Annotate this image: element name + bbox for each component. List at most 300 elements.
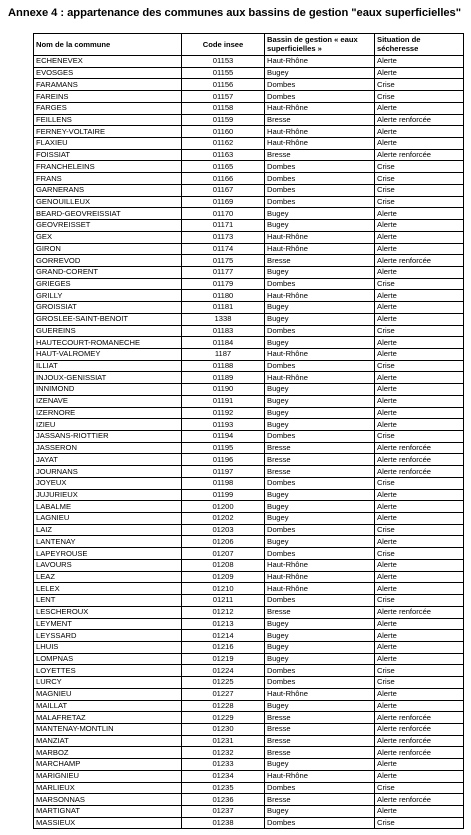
bassin-cell: Dombes (265, 595, 375, 607)
situation-cell: Alerte (375, 313, 464, 325)
table-row (34, 208, 464, 220)
table-row (34, 466, 464, 478)
bassin-cell: Dombes (265, 817, 375, 829)
bassin-cell: Haut-Rhône (265, 688, 375, 700)
situation-cell: Crise (375, 360, 464, 372)
code-insee-cell: 01209 (182, 571, 265, 583)
code-insee-cell: 01213 (182, 618, 265, 630)
communes-table (33, 33, 464, 829)
situation-cell: Alerte renforcée (375, 735, 464, 747)
table-row (34, 571, 464, 583)
situation-cell: Alerte (375, 513, 464, 525)
commune-name-cell: GEX (34, 231, 182, 243)
table-row (34, 548, 464, 560)
code-insee-cell: 01236 (182, 794, 265, 806)
bassin-cell: Bresse (265, 794, 375, 806)
table-row (34, 501, 464, 513)
code-insee-cell: 01198 (182, 477, 265, 489)
situation-cell: Crise (375, 173, 464, 185)
bassin-cell: Dombes (265, 196, 375, 208)
situation-cell: Alerte (375, 384, 464, 396)
commune-name-cell: LABALME (34, 501, 182, 513)
commune-name-cell: GENOUILLEUX (34, 196, 182, 208)
table-row (34, 665, 464, 677)
table-row (34, 419, 464, 431)
code-insee-cell: 01216 (182, 641, 265, 653)
commune-name-cell: LELEX (34, 583, 182, 595)
table-row (34, 348, 464, 360)
table-row (34, 794, 464, 806)
bassin-cell: Haut-Rhône (265, 102, 375, 114)
situation-cell: Alerte (375, 641, 464, 653)
table-row (34, 723, 464, 735)
commune-name-cell: IZENAVE (34, 395, 182, 407)
bassin-cell: Bugey (265, 641, 375, 653)
situation-cell: Alerte renforcée (375, 454, 464, 466)
situation-cell: Alerte (375, 138, 464, 150)
situation-cell: Alerte (375, 583, 464, 595)
table-row (34, 431, 464, 443)
code-insee-cell: 01230 (182, 723, 265, 735)
table-row (34, 372, 464, 384)
bassin-cell: Dombes (265, 477, 375, 489)
commune-name-cell: JASSANS-RIOTTIER (34, 431, 182, 443)
bassin-cell: Dombes (265, 360, 375, 372)
code-insee-cell: 01179 (182, 278, 265, 290)
situation-cell: Alerte (375, 630, 464, 642)
situation-cell: Alerte (375, 571, 464, 583)
situation-cell: Alerte renforcée (375, 466, 464, 478)
code-insee-cell: 01189 (182, 372, 265, 384)
table-row (34, 173, 464, 185)
commune-name-cell: GRIEGES (34, 278, 182, 290)
commune-name-cell: FEILLENS (34, 114, 182, 126)
code-insee-cell: 01173 (182, 231, 265, 243)
commune-name-cell: EVOSGES (34, 67, 182, 79)
header-code-insee: Code insee (182, 34, 265, 56)
situation-cell: Alerte renforcée (375, 442, 464, 454)
commune-name-cell: MAILLAT (34, 700, 182, 712)
table-row (34, 278, 464, 290)
situation-cell: Alerte (375, 243, 464, 255)
code-insee-cell: 01159 (182, 114, 265, 126)
situation-cell: Crise (375, 184, 464, 196)
commune-name-cell: GEOVREISSET (34, 220, 182, 232)
code-insee-cell: 01203 (182, 524, 265, 536)
commune-name-cell: MARLIEUX (34, 782, 182, 794)
table-row (34, 384, 464, 396)
commune-name-cell: ILLIAT (34, 360, 182, 372)
table-row (34, 337, 464, 349)
code-insee-cell: 01190 (182, 384, 265, 396)
code-insee-cell: 01224 (182, 665, 265, 677)
table-row (34, 806, 464, 818)
bassin-cell: Haut-Rhône (265, 770, 375, 782)
table-row (34, 559, 464, 571)
bassin-cell: Haut-Rhône (265, 372, 375, 384)
code-insee-cell: 01195 (182, 442, 265, 454)
code-insee-cell: 01177 (182, 266, 265, 278)
code-insee-cell: 01235 (182, 782, 265, 794)
code-insee-cell: 01170 (182, 208, 265, 220)
code-insee-cell: 01232 (182, 747, 265, 759)
bassin-cell: Bugey (265, 337, 375, 349)
code-insee-cell: 1187 (182, 348, 265, 360)
commune-name-cell: JASSERON (34, 442, 182, 454)
bassin-cell: Bugey (265, 700, 375, 712)
code-insee-cell: 01158 (182, 102, 265, 114)
table-row (34, 79, 464, 91)
table-row (34, 126, 464, 138)
code-insee-cell: 01237 (182, 806, 265, 818)
code-insee-cell: 01194 (182, 431, 265, 443)
bassin-cell: Dombes (265, 91, 375, 103)
code-insee-cell: 01181 (182, 302, 265, 314)
situation-cell: Crise (375, 595, 464, 607)
bassin-cell: Haut-Rhône (265, 138, 375, 150)
commune-name-cell: LOYETTES (34, 665, 182, 677)
table-row (34, 770, 464, 782)
commune-name-cell: MALAFRETAZ (34, 712, 182, 724)
commune-name-cell: LESCHEROUX (34, 606, 182, 618)
bassin-cell: Bugey (265, 536, 375, 548)
situation-cell: Alerte renforcée (375, 255, 464, 267)
code-insee-cell: 01208 (182, 559, 265, 571)
commune-name-cell: FRANS (34, 173, 182, 185)
situation-cell: Crise (375, 196, 464, 208)
bassin-cell: Dombes (265, 278, 375, 290)
bassin-cell: Haut-Rhône (265, 243, 375, 255)
commune-name-cell: HAUT-VALROMEY (34, 348, 182, 360)
table-row (34, 243, 464, 255)
situation-cell: Alerte (375, 56, 464, 68)
commune-name-cell: HAUTECOURT-ROMANECHE (34, 337, 182, 349)
code-insee-cell: 01155 (182, 67, 265, 79)
table-header-row (34, 34, 464, 56)
code-insee-cell: 01219 (182, 653, 265, 665)
code-insee-cell: 01228 (182, 700, 265, 712)
table-row (34, 595, 464, 607)
code-insee-cell: 01227 (182, 688, 265, 700)
code-insee-cell: 01199 (182, 489, 265, 501)
situation-cell: Crise (375, 161, 464, 173)
table-row (34, 583, 464, 595)
commune-name-cell: BEARD-GEOVREISSIAT (34, 208, 182, 220)
situation-cell: Alerte renforcée (375, 606, 464, 618)
code-insee-cell: 01174 (182, 243, 265, 255)
code-insee-cell: 01197 (182, 466, 265, 478)
table-row (34, 138, 464, 150)
situation-cell: Alerte (375, 759, 464, 771)
code-insee-cell: 01166 (182, 173, 265, 185)
situation-cell: Alerte (375, 700, 464, 712)
commune-name-cell: LOMPNAS (34, 653, 182, 665)
table-row (34, 231, 464, 243)
table-row (34, 196, 464, 208)
bassin-cell: Bugey (265, 220, 375, 232)
table-row (34, 220, 464, 232)
code-insee-cell: 01233 (182, 759, 265, 771)
table-row (34, 606, 464, 618)
bassin-cell: Bugey (265, 513, 375, 525)
situation-cell: Alerte (375, 220, 464, 232)
table-row (34, 759, 464, 771)
bassin-cell: Haut-Rhône (265, 571, 375, 583)
commune-name-cell: LEYMENT (34, 618, 182, 630)
commune-name-cell: LEYSSARD (34, 630, 182, 642)
table-row (34, 114, 464, 126)
situation-cell: Alerte (375, 489, 464, 501)
bassin-cell: Bresse (265, 723, 375, 735)
situation-cell: Alerte renforcée (375, 712, 464, 724)
code-insee-cell: 01225 (182, 677, 265, 689)
bassin-cell: Bresse (265, 466, 375, 478)
table-row (34, 161, 464, 173)
bassin-cell: Haut-Rhône (265, 348, 375, 360)
table-row (34, 290, 464, 302)
table-row (34, 688, 464, 700)
bassin-cell: Bresse (265, 747, 375, 759)
bassin-cell: Bugey (265, 395, 375, 407)
commune-name-cell: MANTENAY-MONTLIN (34, 723, 182, 735)
table-row (34, 817, 464, 829)
situation-cell: Alerte renforcée (375, 114, 464, 126)
commune-name-cell: MARBOZ (34, 747, 182, 759)
bassin-cell: Dombes (265, 161, 375, 173)
code-insee-cell: 01191 (182, 395, 265, 407)
commune-name-cell: LAPEYROUSE (34, 548, 182, 560)
bassin-cell: Bugey (265, 208, 375, 220)
code-insee-cell: 01196 (182, 454, 265, 466)
bassin-cell: Bresse (265, 606, 375, 618)
bassin-cell: Dombes (265, 173, 375, 185)
header-situation: Situation de sécheresse (375, 34, 464, 56)
commune-name-cell: GARNERANS (34, 184, 182, 196)
commune-name-cell: LENT (34, 595, 182, 607)
code-insee-cell: 01202 (182, 513, 265, 525)
table-row (34, 266, 464, 278)
situation-cell: Alerte (375, 806, 464, 818)
table-row (34, 536, 464, 548)
bassin-cell: Bugey (265, 489, 375, 501)
bassin-cell: Haut-Rhône (265, 56, 375, 68)
situation-cell: Alerte renforcée (375, 747, 464, 759)
bassin-cell: Bugey (265, 313, 375, 325)
situation-cell: Crise (375, 325, 464, 337)
situation-cell: Alerte renforcée (375, 149, 464, 161)
commune-name-cell: FERNEY-VOLTAIRE (34, 126, 182, 138)
bassin-cell: Bugey (265, 407, 375, 419)
bassin-cell: Haut-Rhône (265, 290, 375, 302)
situation-cell: Alerte (375, 407, 464, 419)
table-row (34, 618, 464, 630)
code-insee-cell: 01153 (182, 56, 265, 68)
commune-name-cell: LEAZ (34, 571, 182, 583)
code-insee-cell: 01165 (182, 161, 265, 173)
table-row (34, 395, 464, 407)
bassin-cell: Dombes (265, 79, 375, 91)
code-insee-cell: 01206 (182, 536, 265, 548)
situation-cell: Alerte (375, 688, 464, 700)
commune-name-cell: JAYAT (34, 454, 182, 466)
bassin-cell: Bresse (265, 442, 375, 454)
bassin-cell: Bugey (265, 759, 375, 771)
code-insee-cell: 01175 (182, 255, 265, 267)
bassin-cell: Bugey (265, 302, 375, 314)
table-row (34, 184, 464, 196)
code-insee-cell: 01157 (182, 91, 265, 103)
commune-name-cell: JOYEUX (34, 477, 182, 489)
bassin-cell: Dombes (265, 325, 375, 337)
commune-name-cell: MASSIEUX (34, 817, 182, 829)
situation-cell: Crise (375, 431, 464, 443)
table-row (34, 360, 464, 372)
situation-cell: Alerte (375, 501, 464, 513)
table-row (34, 313, 464, 325)
situation-cell: Alerte (375, 208, 464, 220)
table-row (34, 149, 464, 161)
table-row (34, 302, 464, 314)
situation-cell: Crise (375, 278, 464, 290)
bassin-cell: Bresse (265, 114, 375, 126)
commune-name-cell: LHUIS (34, 641, 182, 653)
situation-cell: Crise (375, 91, 464, 103)
commune-name-cell: INJOUX-GENISSIAT (34, 372, 182, 384)
situation-cell: Alerte (375, 302, 464, 314)
bassin-cell: Haut-Rhône (265, 583, 375, 595)
commune-name-cell: MAGNIEU (34, 688, 182, 700)
commune-name-cell: LAIZ (34, 524, 182, 536)
header-commune: Nom de la commune (34, 34, 182, 56)
code-insee-cell: 01171 (182, 220, 265, 232)
commune-name-cell: FAREINS (34, 91, 182, 103)
code-insee-cell: 01156 (182, 79, 265, 91)
commune-name-cell: ECHENEVEX (34, 56, 182, 68)
bassin-cell: Dombes (265, 782, 375, 794)
situation-cell: Alerte (375, 536, 464, 548)
header-bassin: Bassin de gestion « eaux superficielles » (265, 34, 375, 56)
table-row (34, 489, 464, 501)
code-insee-cell: 01169 (182, 196, 265, 208)
bassin-cell: Bresse (265, 149, 375, 161)
bassin-cell: Bugey (265, 384, 375, 396)
bassin-cell: Bugey (265, 67, 375, 79)
situation-cell: Alerte (375, 231, 464, 243)
code-insee-cell: 01160 (182, 126, 265, 138)
situation-cell: Alerte (375, 559, 464, 571)
commune-name-cell: FARAMANS (34, 79, 182, 91)
table-row (34, 782, 464, 794)
bassin-cell: Haut-Rhône (265, 126, 375, 138)
situation-cell: Crise (375, 665, 464, 677)
commune-name-cell: FOISSIAT (34, 149, 182, 161)
bassin-cell: Bugey (265, 266, 375, 278)
situation-cell: Crise (375, 548, 464, 560)
bassin-cell: Dombes (265, 665, 375, 677)
code-insee-cell: 01162 (182, 138, 265, 150)
commune-name-cell: GROISSIAT (34, 302, 182, 314)
code-insee-cell: 01212 (182, 606, 265, 618)
table-row (34, 524, 464, 536)
situation-cell: Alerte renforcée (375, 723, 464, 735)
commune-name-cell: LANTENAY (34, 536, 182, 548)
situation-cell: Crise (375, 79, 464, 91)
situation-cell: Crise (375, 782, 464, 794)
commune-name-cell: GROSLEE-SAINT-BENOIT (34, 313, 182, 325)
commune-name-cell: MARCHAMP (34, 759, 182, 771)
table-row (34, 677, 464, 689)
table-row (34, 325, 464, 337)
table-row (34, 630, 464, 642)
bassin-cell: Bresse (265, 735, 375, 747)
situation-cell: Alerte (375, 395, 464, 407)
code-insee-cell: 01210 (182, 583, 265, 595)
situation-cell: Crise (375, 477, 464, 489)
commune-name-cell: JOURNANS (34, 466, 182, 478)
commune-name-cell: GRAND-CORENT (34, 266, 182, 278)
situation-cell: Crise (375, 677, 464, 689)
commune-name-cell: LAGNIEU (34, 513, 182, 525)
table-row (34, 67, 464, 79)
code-insee-cell: 01229 (182, 712, 265, 724)
commune-name-cell: FARGES (34, 102, 182, 114)
commune-name-cell: LURCY (34, 677, 182, 689)
table-row (34, 513, 464, 525)
table-row (34, 91, 464, 103)
situation-cell: Alerte (375, 653, 464, 665)
situation-cell: Alerte (375, 618, 464, 630)
bassin-cell: Dombes (265, 431, 375, 443)
situation-cell: Crise (375, 524, 464, 536)
commune-name-cell: GIRON (34, 243, 182, 255)
code-insee-cell: 01238 (182, 817, 265, 829)
situation-cell: Alerte (375, 102, 464, 114)
table-row (34, 102, 464, 114)
code-insee-cell: 01192 (182, 407, 265, 419)
commune-name-cell: GUEREINS (34, 325, 182, 337)
table-row (34, 700, 464, 712)
table-row (34, 712, 464, 724)
situation-cell: Crise (375, 817, 464, 829)
bassin-cell: Dombes (265, 548, 375, 560)
commune-name-cell: MARIGNIEU (34, 770, 182, 782)
situation-cell: Alerte (375, 266, 464, 278)
situation-cell: Alerte (375, 348, 464, 360)
commune-name-cell: IZERNORE (34, 407, 182, 419)
bassin-cell: Haut-Rhône (265, 231, 375, 243)
bassin-cell: Bresse (265, 255, 375, 267)
table-row (34, 442, 464, 454)
bassin-cell: Bugey (265, 630, 375, 642)
table-row (34, 653, 464, 665)
situation-cell: Alerte renforcée (375, 794, 464, 806)
bassin-cell: Bresse (265, 454, 375, 466)
situation-cell: Alerte (375, 419, 464, 431)
bassin-cell: Bugey (265, 501, 375, 513)
bassin-cell: Bugey (265, 419, 375, 431)
situation-cell: Alerte (375, 337, 464, 349)
bassin-cell: Bugey (265, 618, 375, 630)
commune-name-cell: MANZIAT (34, 735, 182, 747)
bassin-cell: Bresse (265, 712, 375, 724)
code-insee-cell: 01167 (182, 184, 265, 196)
code-insee-cell: 01214 (182, 630, 265, 642)
commune-name-cell: LAVOURS (34, 559, 182, 571)
commune-name-cell: GORREVOD (34, 255, 182, 267)
table-row (34, 477, 464, 489)
table-row (34, 407, 464, 419)
commune-name-cell: FLAXIEU (34, 138, 182, 150)
